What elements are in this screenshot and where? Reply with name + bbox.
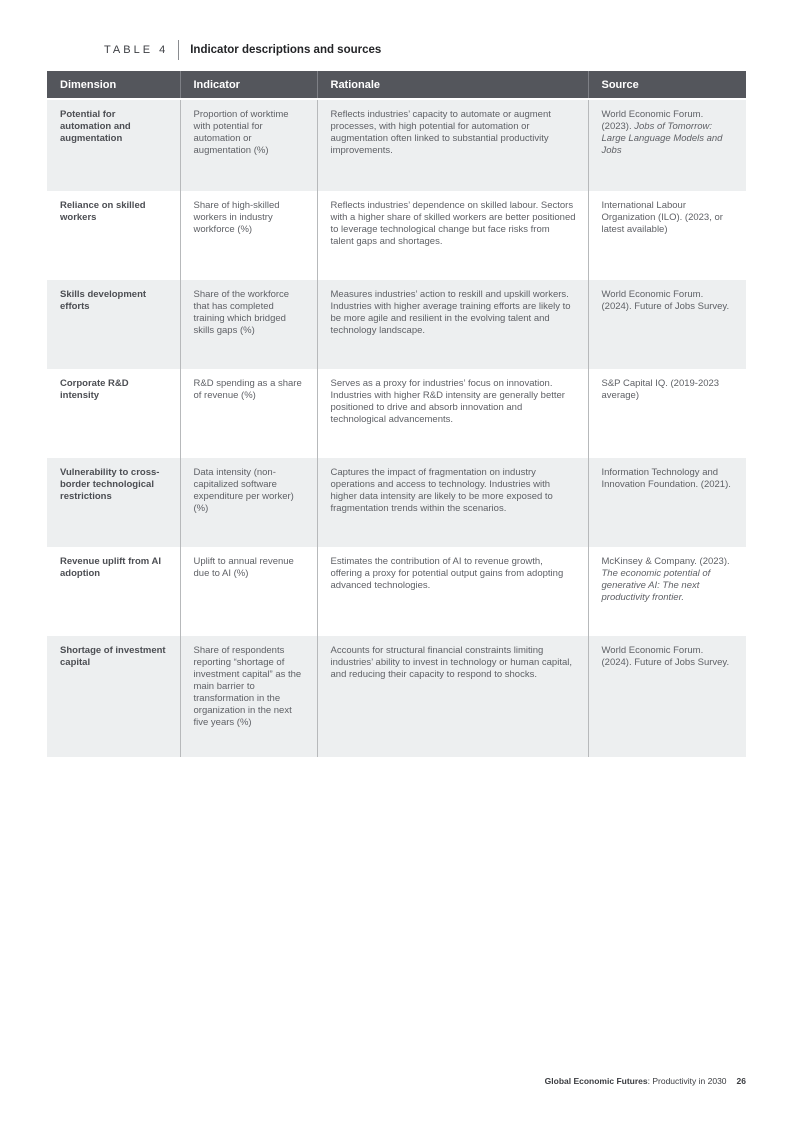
column-header-dimension: Dimension	[47, 71, 180, 99]
source-text: S&P Capital IQ. (2019-2023 average)	[601, 378, 720, 401]
footer-page-number: 26	[736, 1076, 746, 1086]
table-body	[47, 99, 746, 757]
source-text: Information Technology and Innovation Foundation. (2021).	[601, 467, 731, 490]
table-row	[47, 369, 746, 458]
footer-report-subtitle: : Productivity in 2030	[647, 1076, 727, 1086]
source-text: McKinsey & Company. (2023).	[601, 556, 730, 567]
indicator-cell: Uplift to annual revenue due to AI (%)	[180, 547, 317, 636]
indicator-cell: Share of the workforce that has completed training which bridged skills gaps (%)	[180, 280, 317, 369]
source-cell	[588, 458, 746, 547]
table-row	[47, 99, 746, 191]
indicator-cell: Data intensity (non-capitalized software expenditure per worker) (%)	[180, 458, 317, 547]
table-header-row	[47, 71, 746, 99]
table-row	[47, 547, 746, 636]
dimension-cell: Vulnerability to cross-border technological restrictions	[47, 458, 180, 547]
page-footer	[545, 1076, 746, 1086]
dimension-cell: Corporate R&D intensity	[47, 369, 180, 458]
indicator-cell: Share of respondents reporting “shortage of investment capital” as the main barrier to transformation in the organization in the next five years (%)	[180, 636, 317, 757]
indicator-table	[47, 71, 746, 757]
rationale-cell: Accounts for structural financial constraints limiting industries’ ability to invest in technology or human capital, and reducing their capacity to respond to shocks.	[317, 636, 588, 757]
table-caption	[104, 39, 704, 61]
table-row	[47, 280, 746, 369]
rationale-cell: Reflects industries’ capacity to automate or augment processes, with high potential for automation or augmentation often linked to substantial productivity improvements.	[317, 99, 588, 191]
source-cell	[588, 369, 746, 458]
dimension-cell: Potential for automation and augmentation	[47, 99, 180, 191]
column-header-rationale: Rationale	[317, 71, 588, 99]
table-label: TABLE 4	[104, 44, 169, 56]
column-header-indicator: Indicator	[180, 71, 317, 99]
source-cell	[588, 547, 746, 636]
rationale-cell: Reflects industries’ dependence on skilled labour. Sectors with a higher share of skilled workers are better positioned to leverage technological change but face risks from talent gaps and shortages.	[317, 191, 588, 280]
indicator-cell: Share of high-skilled workers in industry workforce (%)	[180, 191, 317, 280]
dimension-cell: Shortage of investment capital	[47, 636, 180, 757]
rationale-cell: Measures industries’ action to reskill and upskill workers. Industries with higher average training efforts are likely to be more agile and resilient in the evolving talent and technology landscape.	[317, 280, 588, 369]
dimension-cell: Reliance on skilled workers	[47, 191, 180, 280]
indicator-cell: R&D spending as a share of revenue (%)	[180, 369, 317, 458]
source-title-italic: The economic potential of generative AI: The next productivity frontier.	[601, 568, 711, 603]
source-cell	[588, 191, 746, 280]
dimension-cell: Skills development efforts	[47, 280, 180, 369]
table-row	[47, 458, 746, 547]
table-row	[47, 191, 746, 280]
source-text: World Economic Forum. (2024). Future of Jobs Survey.	[601, 645, 730, 668]
source-cell	[588, 99, 746, 191]
source-cell	[588, 636, 746, 757]
source-text: World Economic Forum. (2024). Future of Jobs Survey.	[601, 289, 730, 312]
table-title: Indicator descriptions and sources	[190, 44, 382, 56]
source-cell	[588, 280, 746, 369]
caption-divider	[178, 40, 179, 60]
dimension-cell: Revenue uplift from AI adoption	[47, 547, 180, 636]
rationale-cell: Serves as a proxy for industries’ focus on innovation. Industries with higher R&D intensity are generally better positioned to drive and absorb innovation and technological advancements.	[317, 369, 588, 458]
source-title-italic: Jobs of Tomorrow: Large Language Models and Jobs	[601, 121, 723, 156]
rationale-cell: Estimates the contribution of AI to revenue growth, offering a proxy for potential output gains from adopting advanced technologies.	[317, 547, 588, 636]
rationale-cell: Captures the impact of fragmentation on industry operations and access to technology. Industries with higher data intensity are likely to be more exposed to fragmentation trends within the scenarios.	[317, 458, 588, 547]
source-text: World Economic Forum. (2023).	[601, 109, 704, 132]
table-row	[47, 636, 746, 757]
indicator-cell: Proportion of worktime with potential for automation or augmentation (%)	[180, 99, 317, 191]
column-header-source: Source	[588, 71, 746, 99]
footer-report-title: Global Economic Futures	[544, 1076, 648, 1086]
source-text: International Labour Organization (ILO). (2023, or latest available)	[601, 200, 723, 235]
